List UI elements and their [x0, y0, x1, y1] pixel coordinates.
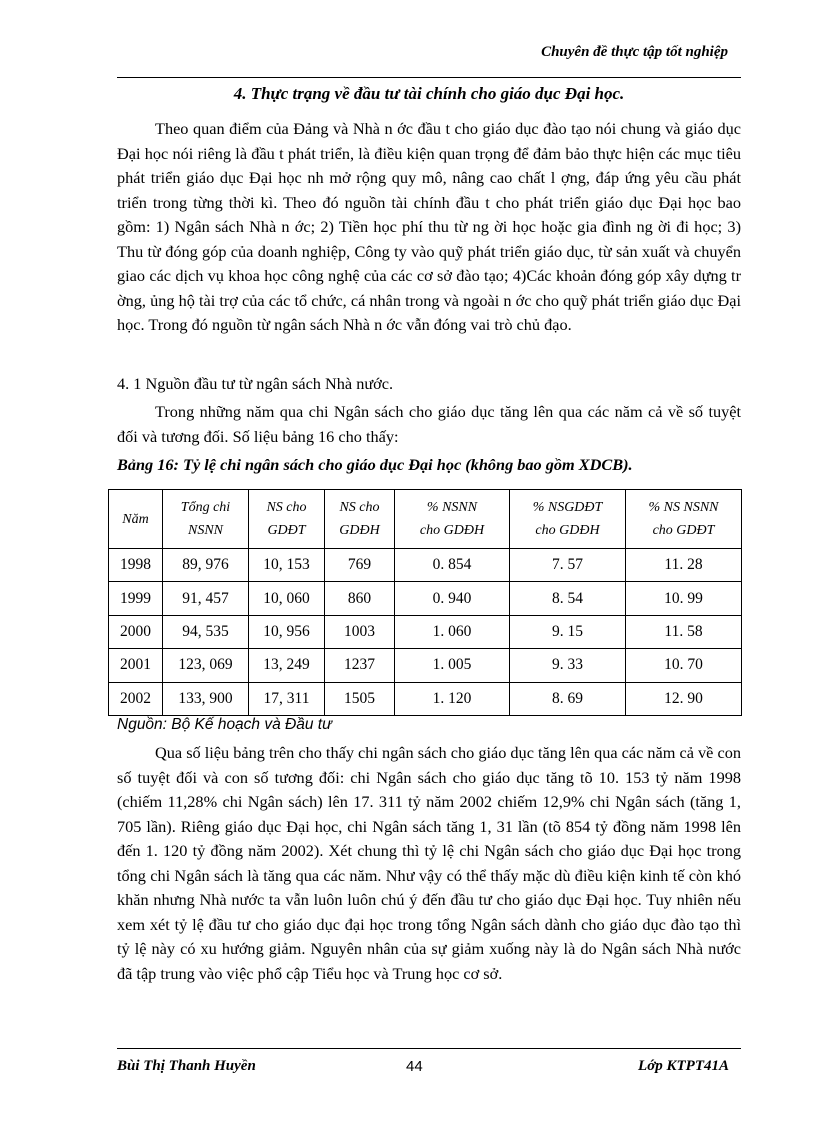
table-cell: 8. 69: [510, 682, 626, 715]
table-cell: 1. 005: [395, 649, 510, 682]
header-cell-ns-gddh: NS cho GDĐH: [325, 490, 395, 549]
table-cell: 13, 249: [249, 649, 325, 682]
section-title: 4. Thực trạng về đầu tư tài chính cho giáo dục Đại học.: [233, 84, 625, 103]
sub-heading: 4. 1 Nguồn đầu tư từ ngân sách Nhà nước.: [117, 374, 394, 393]
table-cell: 89, 976: [163, 549, 249, 582]
header-title: Chuyên đề thực tập tốt nghiệp: [541, 44, 728, 60]
table-cell: 1998: [109, 549, 163, 582]
table-cell: 10, 956: [249, 615, 325, 648]
table-cell: 769: [325, 549, 395, 582]
table-cell: 2000: [109, 615, 163, 648]
budget-table: [108, 489, 742, 716]
table-row: [109, 649, 742, 682]
footer-class: Lớp KTPT41A: [638, 1058, 729, 1074]
table-cell: 1999: [109, 582, 163, 615]
table-cell: 10, 060: [249, 582, 325, 615]
table-cell: 0. 854: [395, 549, 510, 582]
table-row: [109, 682, 742, 715]
header-cell-total-budget: Tổng chi NSNN: [163, 490, 249, 549]
table-cell: 1003: [325, 615, 395, 648]
table-cell: 123, 069: [163, 649, 249, 682]
table-cell: 1237: [325, 649, 395, 682]
table-cell: 133, 900: [163, 682, 249, 715]
table-cell: 9. 33: [510, 649, 626, 682]
table-cell: 91, 457: [163, 582, 249, 615]
table-cell: 11. 58: [626, 615, 742, 648]
header-cell-ns-gddt: NS cho GDĐT: [249, 490, 325, 549]
header-rule: [117, 77, 741, 78]
table-cell: 1505: [325, 682, 395, 715]
table-cell: 10, 153: [249, 549, 325, 582]
table-cell: 10. 70: [626, 649, 742, 682]
table-cell: 9. 15: [510, 615, 626, 648]
table-caption: Bảng 16: Tỷ lệ chi ngân sách cho giáo dục Đại học (không bao gồm XDCB).: [117, 455, 633, 474]
table-cell: 860: [325, 582, 395, 615]
table-cell: 2002: [109, 682, 163, 715]
header-cell-pct-nsnn-gddh: % NSNN cho GDĐH: [395, 490, 510, 549]
table-row: [109, 549, 742, 582]
table-row: [109, 582, 742, 615]
table-cell: 1. 120: [395, 682, 510, 715]
table-cell: 11. 28: [626, 549, 742, 582]
table-header-row: [109, 490, 742, 549]
analysis-paragraph: Qua số liệu bảng trên cho thấy chi ngân sách cho giáo dục tăng lên qua các năm cả về con số tuyệt đối và con số tương đối: chi Ngân sách cho giáo dục tăng tõ 10. 153 tỷ năm 1998 (chiếm 11,28% chi Ngân sách) lên 17. 311 tỷ năm 2002 chiếm 12,9% chi Ngân sách (tăng 1, 705 lần). Riêng giáo dục Đại học, chi Ngân sách tăng 1, 31 lần (tõ 854 tỷ đồng năm 1998 lên đến 1. 120 tỷ đồng năm 2002). Xét chung thì tỷ lệ chi Ngân sách cho giáo dục Đại học trong tổng chi Ngân sách là tăng qua các năm. Như vậy có thể thấy mặc dù điều kiện kinh tế còn khó khăn nhưng Nhà nước ta vẫn luôn luôn chú ý đến đầu tư cho giáo dục Đại học. Tuy nhiên nếu xem xét tỷ lệ đầu tư cho giáo dục đại học trong tổng Ngân sách dành cho giáo dục đào tạo thì tỷ lệ này có xu hướng giảm. Nguyên nhân của sự giảm xuống này là do Ngân sách Nhà nước đã tập trung vào việc phổ cập Tiểu học và Trung học cơ sở.: [117, 743, 741, 983]
table-cell: 10. 99: [626, 582, 742, 615]
table-cell: 7. 57: [510, 549, 626, 582]
page-number: 44: [406, 1058, 423, 1075]
table-cell: 0. 940: [395, 582, 510, 615]
budget-paragraph: Trong những năm qua chi Ngân sách cho giáo dục tăng lên qua các năm cả về số tuyệt đối và tương đối. Số liệu bảng 16 cho thấy:: [117, 402, 741, 446]
header-cell-pct-ns-gddt: % NS NSNN cho GDĐT: [626, 490, 742, 549]
table-cell: 12. 90: [626, 682, 742, 715]
header-cell-pct-nsgddt-gddh: % NSGDĐT cho GDĐH: [510, 490, 626, 549]
table-cell: 1. 060: [395, 615, 510, 648]
footer-author: Bùi Thị Thanh Huyền: [117, 1058, 256, 1074]
table-cell: 2001: [109, 649, 163, 682]
footer-rule: [117, 1048, 741, 1049]
header-cell-year: Năm: [109, 490, 163, 549]
table-source-note: Nguồn: Bộ Kế hoạch và Đầu tư: [117, 716, 332, 733]
table-cell: 8. 54: [510, 582, 626, 615]
table-cell: 17, 311: [249, 682, 325, 715]
table-row: [109, 615, 742, 648]
table-cell: 94, 535: [163, 615, 249, 648]
intro-paragraph: Theo quan điểm của Đảng và Nhà n ớc đầu t cho giáo dục đào tạo nói chung và giáo dục Đại học nói riêng là đầu t phát triển, là điều kiện quan trọng để đảm bảo thực hiện các mục tiêu phát triển giáo dục Đại học nh mở rộng quy mô, nâng cao chất l ợng, đáp ứng yêu cầu phát triển trong từng thời kì. Theo đó nguồn tài chính đầu t cho phát triển giáo dục Đại học bao gồm: 1) Ngân sách Nhà n ớc; 2) Tiền học phí thu từ ng ời học hoặc gia đình ng ời đi học; 3) Thu từ đóng góp của doanh nghiệp, Công ty vào quỹ phát triển giáo dục, từ sản xuất và chuyển giao các dịch vụ khoa học công nghệ của các cơ sở đào tạo; 4)Các khoản đóng góp xây dựng tr ờng, ủng hộ tài trợ của các tổ chức, cá nhân trong và ngoài n ớc cho quỹ phát triển giáo dục Đại học. Trong đó nguồn từ ngân sách Nhà n ớc vẫn đóng vai trò chủ đạo.: [117, 119, 741, 334]
